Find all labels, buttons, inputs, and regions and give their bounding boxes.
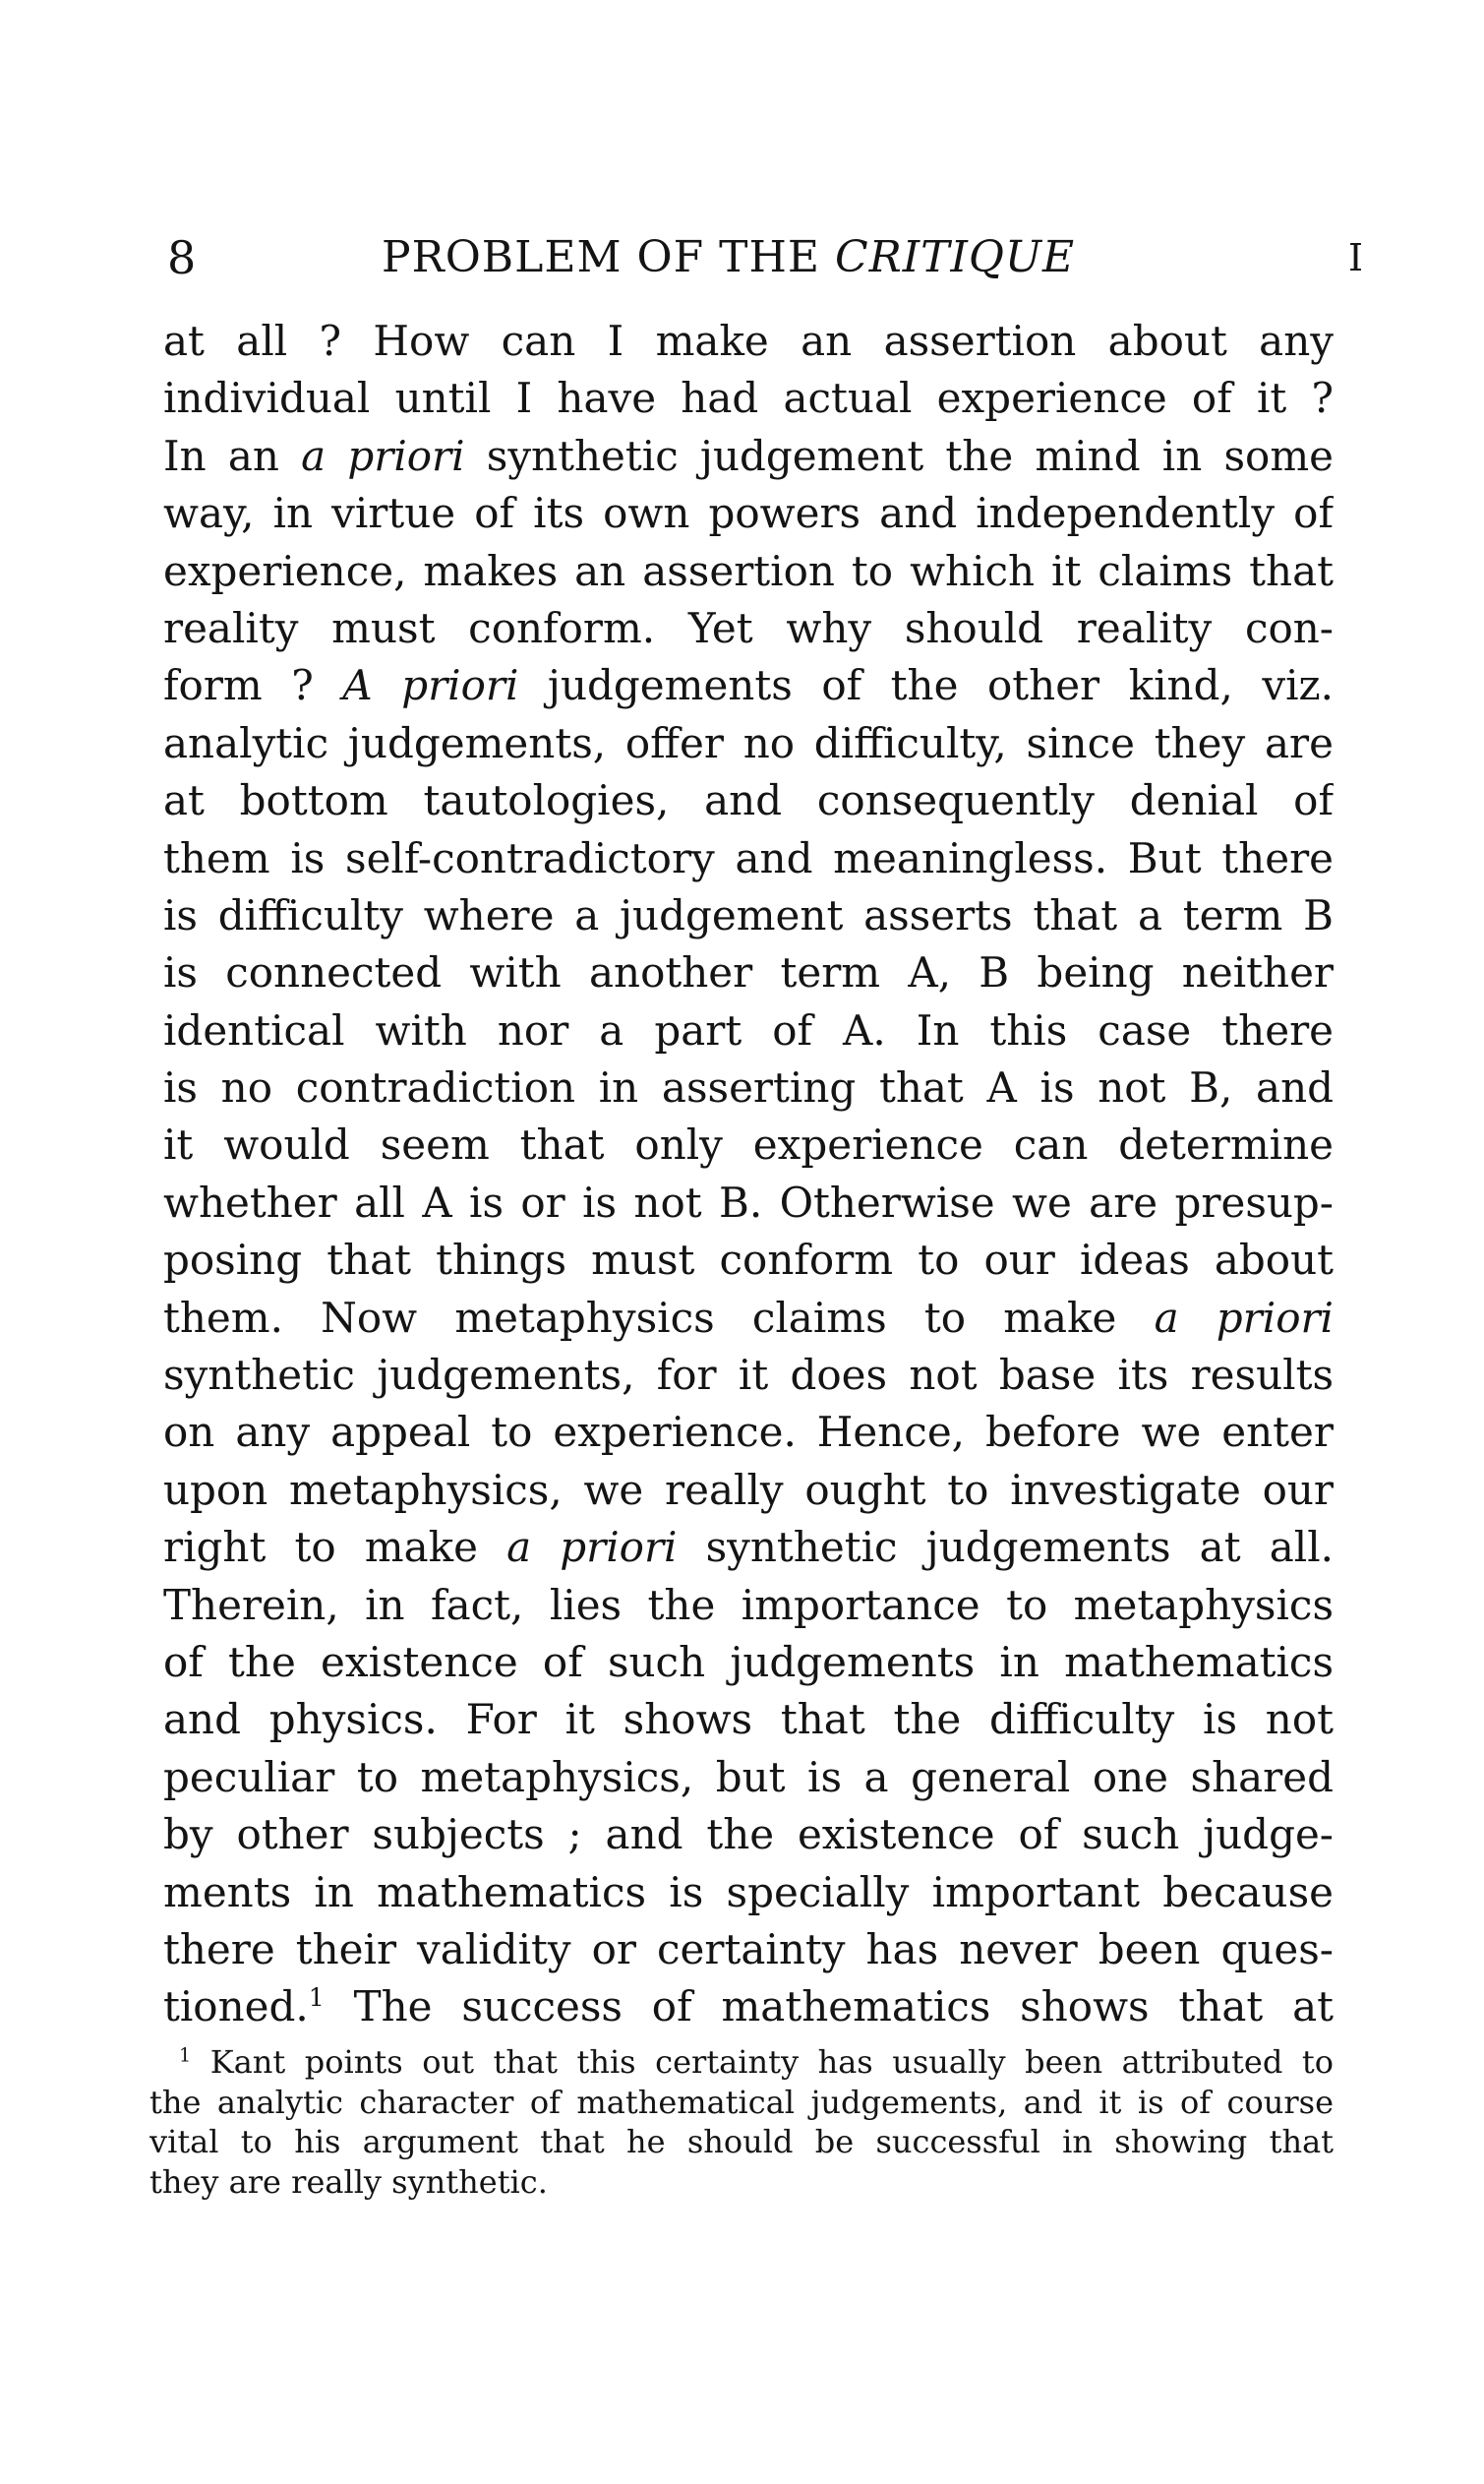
text-line: by other subjects ; and the existence of such judge- [163, 1810, 1334, 1859]
running-head-text: PROBLEM OF THE [382, 232, 835, 282]
text-line: at all ? How can I make an assertion about any [163, 317, 1334, 365]
text-line: form ? A priori judgements of the other kind, viz. [163, 661, 1334, 710]
text-line: there their validity or certainty has never been ques- [163, 1924, 1334, 1973]
text-line: at bottom tautologies, and consequently denial of [163, 776, 1334, 825]
chapter-numeral: I [1347, 236, 1363, 279]
text-line: right to make a priori synthetic judgements at all. [163, 1523, 1334, 1572]
page-number: 8 [167, 231, 197, 284]
text-line: is no contradiction in asserting that A is not B, and [163, 1063, 1334, 1113]
footnote [149, 2042, 1334, 2202]
text-line: way, in virtue of its own powers and independently of [163, 489, 1334, 538]
footnote-line: the analytic character of mathematical judgements, and it is of course [149, 2083, 1334, 2121]
text-line: synthetic judgements, for it does not base its results [163, 1351, 1334, 1400]
text-line: them. Now metaphysics claims to make a priori [163, 1293, 1334, 1342]
text-line: of the existence of such judgements in mathematics [163, 1637, 1334, 1686]
text-line: posing that things must conform to our ideas about [163, 1236, 1334, 1285]
text-line: identical with nor a part of A. In this case there [163, 1005, 1334, 1055]
running-head-italic-title: CRITIQUE [834, 232, 1076, 282]
running-head [382, 228, 1075, 287]
footnote-line: $^1$ Kant points out that this certainty has usually been attributed to [179, 2043, 1334, 2081]
text-line: peculiar to metaphysics, but is a general one shared [163, 1752, 1334, 1801]
footnote-line: they are really synthetic. [149, 2162, 548, 2201]
italic-term: a priori [1154, 1293, 1334, 1342]
text-line: whether all A is or is not B. Otherwise we are presup- [163, 1178, 1334, 1227]
text-line: experience, makes an assertion to which it claims that [163, 546, 1334, 595]
text-line: upon metaphysics, we really ought to investigate our [163, 1465, 1334, 1514]
text-line: Therein, in fact, lies the importance to metaphysics [163, 1580, 1334, 1629]
footnote-marker: 1 [179, 2043, 192, 2067]
italic-term: A priori [342, 661, 519, 710]
text-line: is difficulty where a judgement asserts that a term B [163, 890, 1334, 939]
text-line: on any appeal to experience. Hence, before we enter [163, 1408, 1334, 1457]
text-line: and physics. For it shows that the difficulty is not [163, 1695, 1334, 1744]
text-line: ments in mathematics is specially important because [163, 1867, 1334, 1916]
footnote-reference: 1 [308, 1983, 325, 2013]
text-line: it would seem that only experience can determine [163, 1121, 1334, 1170]
text-line: tioned.$^1$ The success of mathematics shows that at [163, 1982, 1334, 2031]
page-header [167, 228, 1387, 297]
footnote-line: vital to his argument that he should be successful in showing that [149, 2123, 1334, 2160]
text-line: is connected with another term A, B being neither [163, 948, 1334, 998]
italic-term: a priori [301, 431, 465, 480]
body-text [163, 313, 1334, 2036]
text-line: reality must conform. Yet why should reality con- [163, 603, 1334, 652]
text-line: In an a priori synthetic judgement the mind in some [163, 431, 1334, 480]
text-line: them is self-contradictory and meaningless. But there [163, 833, 1334, 882]
italic-term: a priori [506, 1523, 678, 1572]
text-line: individual until I have had actual experience of it ? [163, 374, 1334, 423]
text-line: analytic judgements, offer no difficulty, since they are [163, 718, 1334, 767]
